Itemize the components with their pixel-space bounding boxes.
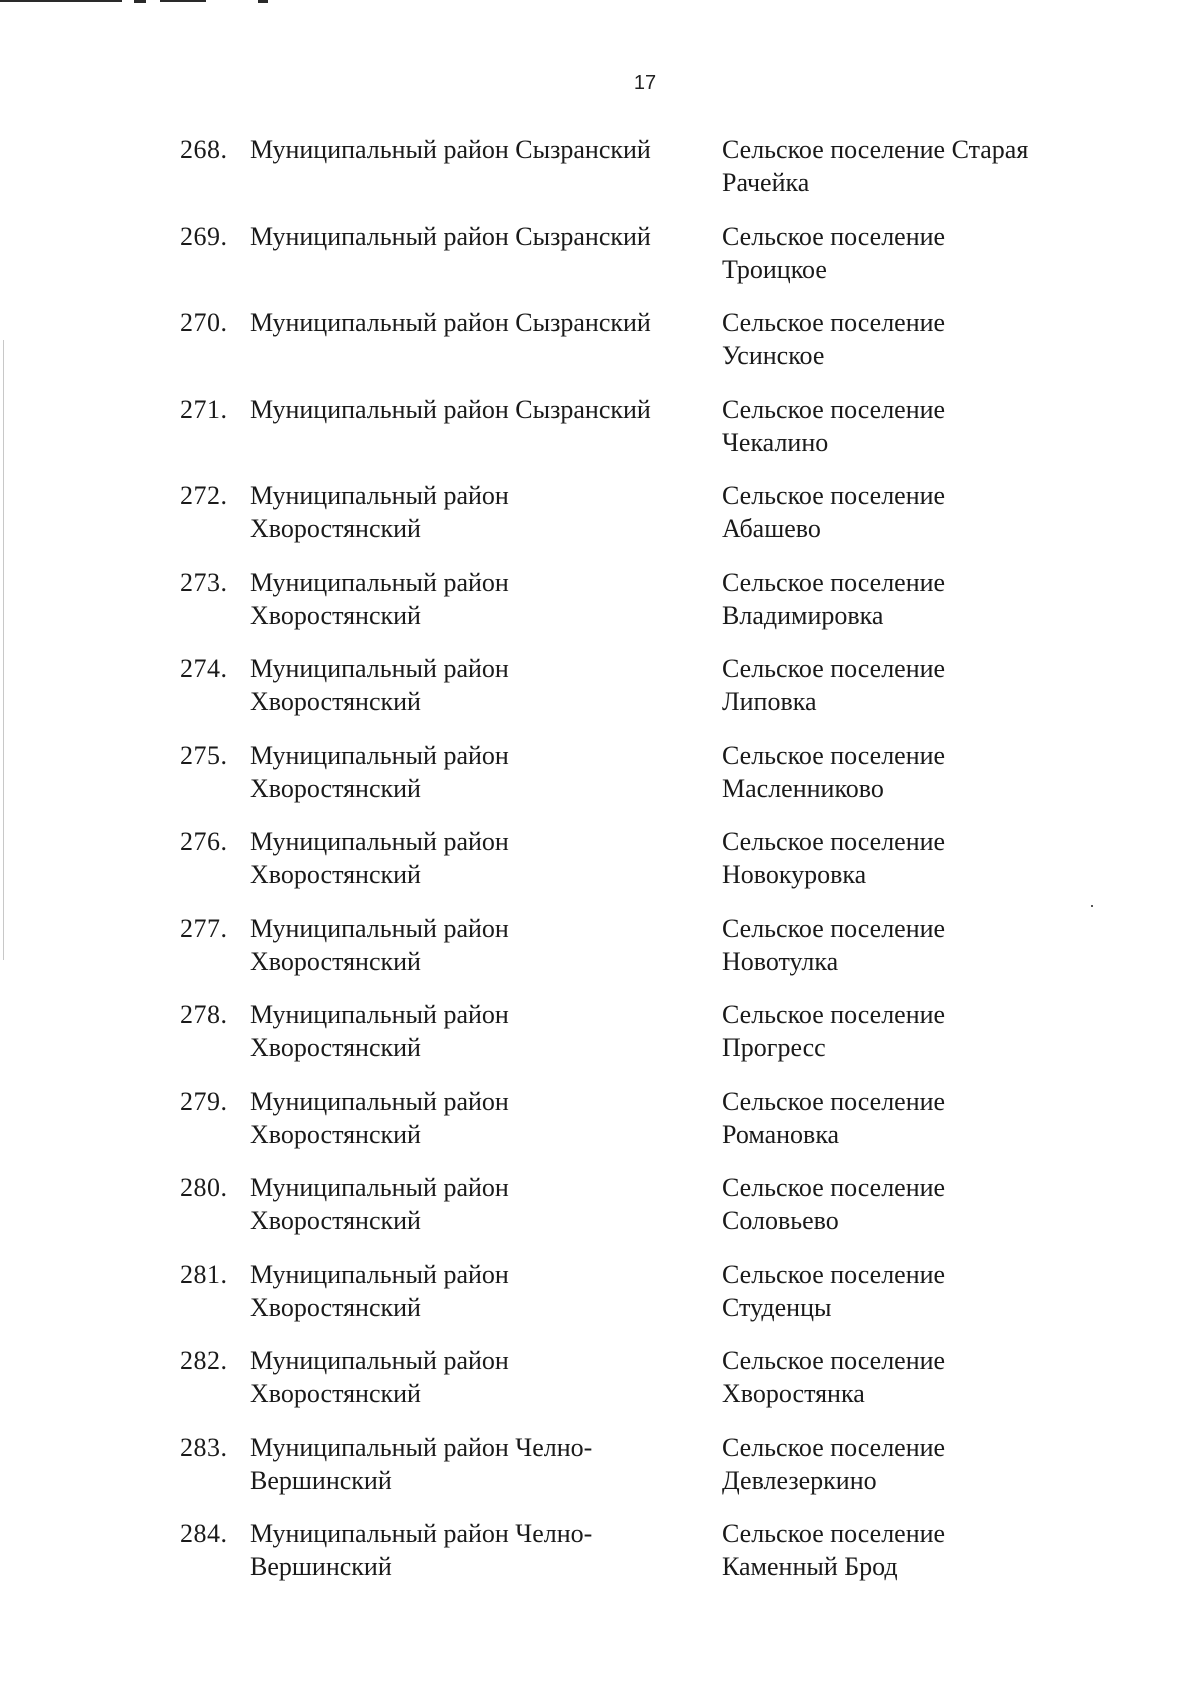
rural-settlement — [722, 825, 1092, 891]
settlement-line: Владимировка — [722, 600, 884, 630]
entry-number: 275. — [180, 740, 228, 770]
rural-settlement — [722, 393, 1092, 459]
entry-number: 278. — [180, 1000, 228, 1029]
district-line: Хворостянский — [250, 687, 421, 716]
district-line: Вершинский — [250, 1465, 392, 1495]
district-line: Муниципальный район — [250, 827, 509, 856]
municipal-district — [250, 1258, 720, 1324]
settlement-line: Сельское поселение — [722, 567, 946, 597]
district-line: Муниципальный район — [250, 1259, 509, 1289]
settlement-line: Сельское поселение — [722, 827, 946, 856]
settlement-line: Сельское поселение — [722, 481, 946, 510]
page-number: 17 — [633, 72, 657, 94]
district-line: Хворостянский — [250, 514, 421, 543]
rural-settlement — [722, 739, 1092, 805]
district-line: Муниципальный район — [250, 740, 509, 770]
municipal-district — [250, 220, 720, 253]
settlement-list — [0, 133, 1200, 1604]
municipal-district — [250, 1171, 720, 1237]
settlement-line: Липовка — [722, 687, 817, 716]
entry-number: 268. — [180, 135, 228, 164]
settlement-line: Новокуровка — [722, 860, 867, 889]
settlement-line: Сельское поселение — [722, 1173, 946, 1202]
settlement-line: Каменный Брод — [722, 1552, 898, 1581]
district-line: Вершинский — [250, 1552, 392, 1581]
municipal-district — [250, 1517, 720, 1583]
municipal-district — [250, 566, 720, 632]
settlement-line: Троицкое — [722, 254, 827, 284]
settlement-line: Сельское поселение — [722, 1086, 946, 1116]
list-item — [0, 479, 1200, 566]
district-line: Муниципальный район — [250, 481, 509, 510]
district-line: Муниципальный район — [250, 1086, 509, 1116]
municipal-district — [250, 825, 720, 891]
settlement-line: Студенцы — [722, 1292, 832, 1322]
settlement-line: Чекалино — [722, 427, 829, 457]
municipal-district — [250, 479, 720, 545]
municipal-district — [250, 912, 720, 978]
list-item — [0, 1085, 1200, 1172]
district-line: Хворостянский — [250, 1379, 421, 1408]
district-line: Муниципальный район — [250, 913, 509, 943]
district-line: Муниципальный район Челно- — [250, 1519, 593, 1548]
rural-settlement — [722, 998, 1092, 1064]
entry-number: 271. — [180, 394, 228, 424]
scan-artifact — [258, 0, 268, 3]
scan-artifact — [0, 0, 122, 2]
settlement-line: Сельское поселение — [722, 1432, 946, 1462]
entry-number: 269. — [180, 221, 228, 251]
entry-number: 279. — [180, 1086, 228, 1116]
settlement-line: Сельское поселение — [722, 1000, 946, 1029]
district-line: Муниципальный район — [250, 1346, 509, 1375]
rural-settlement — [722, 479, 1092, 545]
list-item — [0, 133, 1200, 220]
entry-number: 274. — [180, 654, 228, 683]
municipal-district — [250, 393, 720, 426]
district-line: Хворостянский — [250, 946, 421, 976]
scan-artifact — [160, 0, 206, 2]
list-item — [0, 998, 1200, 1085]
entry-number: 280. — [180, 1173, 228, 1202]
district-line: Муниципальный район — [250, 654, 509, 683]
district-line: Муниципальный район — [250, 1000, 509, 1029]
entry-number: 282. — [180, 1346, 228, 1375]
list-item — [0, 220, 1200, 307]
settlement-line: Рачейка — [722, 168, 810, 197]
municipal-district — [250, 133, 720, 166]
district-line: Хворостянский — [250, 1033, 421, 1062]
rural-settlement — [722, 1171, 1092, 1237]
rural-settlement — [722, 220, 1092, 286]
settlement-line: Сельское поселение — [722, 394, 946, 424]
settlement-line: Соловьево — [722, 1206, 839, 1235]
settlement-line: Масленниково — [722, 773, 884, 803]
list-item — [0, 1258, 1200, 1345]
entry-number: 270. — [180, 308, 228, 337]
rural-settlement — [722, 566, 1092, 632]
rural-settlement — [722, 133, 1092, 199]
district-line: Хворостянский — [250, 600, 421, 630]
list-item — [0, 912, 1200, 999]
municipal-district — [250, 306, 720, 339]
entry-number: 281. — [180, 1259, 228, 1289]
scan-artifact — [134, 0, 146, 3]
district-line: Хворостянский — [250, 1119, 421, 1149]
list-item — [0, 1344, 1200, 1431]
entry-number: 284. — [180, 1519, 228, 1548]
list-item — [0, 566, 1200, 653]
settlement-line: Сельское поселение — [722, 308, 946, 337]
settlement-line: Сельское поселение — [722, 1259, 946, 1289]
rural-settlement — [722, 306, 1092, 372]
rural-settlement — [722, 1517, 1092, 1583]
settlement-line: Сельское поселение Старая — [722, 135, 1029, 164]
municipal-district — [250, 998, 720, 1064]
list-item — [0, 306, 1200, 393]
list-item — [0, 1171, 1200, 1258]
district-line: Хворостянский — [250, 1206, 421, 1235]
district-line: Муниципальный район Сызранский — [250, 308, 651, 337]
district-line: Хворостянский — [250, 1292, 421, 1322]
settlement-line: Сельское поселение — [722, 740, 946, 770]
municipal-district — [250, 1344, 720, 1410]
district-line: Муниципальный район — [250, 567, 509, 597]
district-line: Муниципальный район Сызранский — [250, 394, 651, 424]
entry-number: 276. — [180, 827, 228, 856]
settlement-line: Абашево — [722, 514, 821, 543]
district-line: Муниципальный район Сызранский — [250, 135, 651, 164]
entry-number: 272. — [180, 481, 228, 510]
settlement-line: Прогресс — [722, 1033, 826, 1062]
settlement-line: Сельское поселение — [722, 913, 946, 943]
list-item — [0, 739, 1200, 826]
settlement-line: Сельское поселение — [722, 1346, 946, 1375]
district-line: Муниципальный район Челно- — [250, 1432, 593, 1462]
rural-settlement — [722, 652, 1092, 718]
municipal-district — [250, 739, 720, 805]
rural-settlement — [722, 1344, 1092, 1410]
rural-settlement — [722, 1258, 1092, 1324]
settlement-line: Сельское поселение — [722, 1519, 946, 1548]
entry-number: 277. — [180, 913, 228, 943]
municipal-district — [250, 1085, 720, 1151]
municipal-district — [250, 1431, 720, 1497]
district-line: Хворостянский — [250, 860, 421, 889]
settlement-line: Романовка — [722, 1119, 840, 1149]
list-item — [0, 652, 1200, 739]
rural-settlement — [722, 1085, 1092, 1151]
settlement-line: Усинское — [722, 341, 825, 370]
municipal-district — [250, 652, 720, 718]
settlement-line: Девлезеркино — [722, 1465, 877, 1495]
district-line: Муниципальный район Сызранский — [250, 221, 651, 251]
list-item — [0, 1517, 1200, 1604]
entry-number: 283. — [180, 1432, 228, 1462]
settlement-line: Хворостянка — [722, 1379, 865, 1408]
list-item — [0, 825, 1200, 912]
district-line: Муниципальный район — [250, 1173, 509, 1202]
district-line: Хворостянский — [250, 773, 421, 803]
list-item — [0, 1431, 1200, 1518]
settlement-line: Сельское поселение — [722, 654, 946, 683]
settlement-line: Новотулка — [722, 946, 839, 976]
list-item — [0, 393, 1200, 480]
entry-number: 273. — [180, 567, 228, 597]
rural-settlement — [722, 912, 1092, 978]
rural-settlement — [722, 1431, 1092, 1497]
settlement-line: Сельское поселение — [722, 221, 946, 251]
